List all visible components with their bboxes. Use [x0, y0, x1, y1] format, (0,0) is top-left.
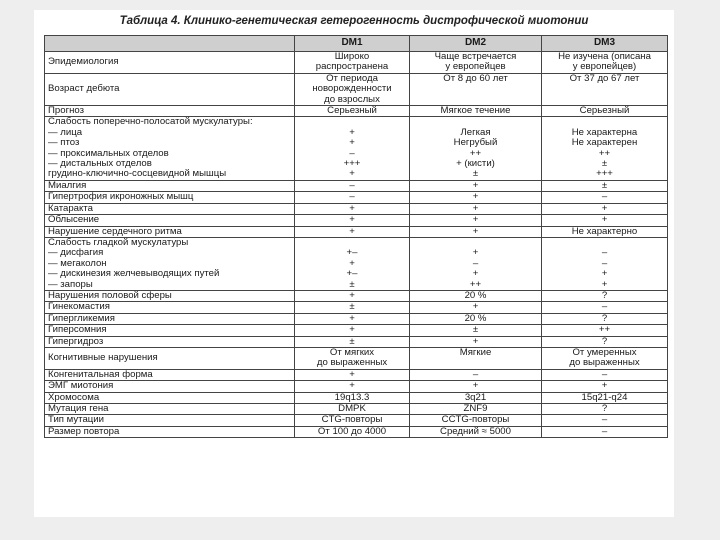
- cell-dm1: ±: [295, 280, 410, 291]
- cell-dm2: +: [410, 215, 542, 226]
- cell-dm2: CCTG-повторы: [410, 415, 542, 426]
- table-row: [45, 215, 668, 226]
- cell-dm2: +: [410, 302, 542, 313]
- table-row: [45, 290, 668, 301]
- row-label: Катаракта: [45, 203, 295, 214]
- cell-dm1: +: [295, 203, 410, 214]
- cell-dm2: +: [410, 248, 542, 258]
- cell-dm2: [410, 237, 542, 248]
- cell-dm1: От 100 до 4000: [295, 426, 410, 437]
- cell-dm2: ++: [410, 149, 542, 159]
- cell-dm3: [542, 237, 668, 248]
- document-page: [34, 10, 674, 517]
- cell-dm2: Негрубый: [410, 138, 542, 148]
- cell-dm2: Чаще встречается у европейцев: [410, 52, 542, 74]
- table-row: [45, 404, 668, 415]
- cell-dm3: ?: [542, 336, 668, 347]
- cell-dm1: –: [295, 192, 410, 203]
- cell-dm3: +++: [542, 169, 668, 180]
- row-label: Прогноз: [45, 106, 295, 117]
- row-label: грудино-ключично-сосцевидной мышцы: [45, 169, 295, 180]
- cell-dm3: ?: [542, 313, 668, 324]
- cell-dm2: +: [410, 381, 542, 392]
- cell-dm2: ZNF9: [410, 404, 542, 415]
- cell-dm3: –: [542, 302, 668, 313]
- cell-dm2: +: [410, 203, 542, 214]
- cell-dm1: –: [295, 149, 410, 159]
- cell-dm1: +: [295, 138, 410, 148]
- cell-dm1: ±: [295, 302, 410, 313]
- row-label: Гинекомастия: [45, 302, 295, 313]
- row-label: ЭМГ миотония: [45, 381, 295, 392]
- cell-dm3: ?: [542, 290, 668, 301]
- table-caption: Таблица 4. Клинико-генетическая гетерогенность дистрофической миотонии: [119, 15, 589, 27]
- cell-dm2: +: [410, 269, 542, 279]
- row-label: Гипертрофия икроножных мышц: [45, 192, 295, 203]
- row-label: Гипергликемия: [45, 313, 295, 324]
- cell-dm3: [542, 117, 668, 128]
- row-label: Мутация гена: [45, 404, 295, 415]
- row-label: Слабость гладкой мускулатуры: [45, 237, 295, 248]
- table-row: [45, 149, 668, 159]
- table-row: [45, 426, 668, 437]
- row-label: Эпидемиология: [45, 52, 295, 74]
- cell-dm2: ++: [410, 280, 542, 291]
- cell-dm2: +: [410, 180, 542, 191]
- cell-dm3: ++: [542, 149, 668, 159]
- cell-dm3: +: [542, 269, 668, 279]
- row-label: Возраст дебюта: [45, 73, 295, 105]
- cell-dm2: ±: [410, 325, 542, 336]
- cell-dm1: +: [295, 128, 410, 138]
- row-label: — птоз: [45, 138, 295, 148]
- row-label: — дисфагия: [45, 248, 295, 258]
- cell-dm1: +: [295, 226, 410, 237]
- cell-dm1: +: [295, 369, 410, 380]
- table-header-row: [45, 36, 668, 52]
- row-label: Когнитивные нарушения: [45, 347, 295, 369]
- table-row: [45, 313, 668, 324]
- cell-dm3: ++: [542, 325, 668, 336]
- cell-dm2: 3q21: [410, 392, 542, 403]
- cell-dm3: Не характерно: [542, 226, 668, 237]
- row-label: Слабость поперечно-полосатой мускулатуры:: [45, 117, 295, 128]
- table-row: [45, 138, 668, 148]
- cell-dm2: 20 %: [410, 290, 542, 301]
- cell-dm3: Не характерен: [542, 138, 668, 148]
- row-label: — лица: [45, 128, 295, 138]
- row-label: Нарушение сердечного ритма: [45, 226, 295, 237]
- cell-dm1: Широко распространена: [295, 52, 410, 74]
- cell-dm3: От умеренных до выраженных: [542, 347, 668, 369]
- cell-dm3: ?: [542, 404, 668, 415]
- cell-dm2: Средний ≈ 5000: [410, 426, 542, 437]
- cell-dm2: +: [410, 192, 542, 203]
- cell-dm3: –: [542, 369, 668, 380]
- cell-dm1: От периода новорожденности до взрослых: [295, 73, 410, 105]
- row-label: Гипергидроз: [45, 336, 295, 347]
- header-cell-feature: [45, 36, 295, 52]
- row-label: Гиперсомния: [45, 325, 295, 336]
- cell-dm3: –: [542, 426, 668, 437]
- cell-dm1: +: [295, 381, 410, 392]
- table-row: [45, 347, 668, 369]
- cell-dm1: CTG-повторы: [295, 415, 410, 426]
- cell-dm3: Не характерна: [542, 128, 668, 138]
- row-label: — мегаколон: [45, 259, 295, 269]
- heterogeneity-table: [44, 35, 668, 438]
- row-label: Нарушения половой сферы: [45, 290, 295, 301]
- cell-dm3: –: [542, 192, 668, 203]
- table-row: [45, 302, 668, 313]
- cell-dm1: +++: [295, 159, 410, 169]
- row-label: Тип мутации: [45, 415, 295, 426]
- row-label: Размер повтора: [45, 426, 295, 437]
- table-row: [45, 415, 668, 426]
- cell-dm1: [295, 237, 410, 248]
- row-label: — проксимальных отделов: [45, 149, 295, 159]
- cell-dm3: –: [542, 248, 668, 258]
- row-label: Конгенитальная форма: [45, 369, 295, 380]
- cell-dm3: –: [542, 415, 668, 426]
- cell-dm2: Легкая: [410, 128, 542, 138]
- cell-dm1: +: [295, 259, 410, 269]
- table-row: [45, 192, 668, 203]
- table-row: [45, 392, 668, 403]
- cell-dm3: 15q21-q24: [542, 392, 668, 403]
- table-row: [45, 248, 668, 258]
- table-row: [45, 203, 668, 214]
- table-row: [45, 336, 668, 347]
- row-label: Облысение: [45, 215, 295, 226]
- row-label: Миалгия: [45, 180, 295, 191]
- table-row: [45, 381, 668, 392]
- cell-dm2: Мягкое течение: [410, 106, 542, 117]
- cell-dm3: ±: [542, 180, 668, 191]
- cell-dm2: –: [410, 259, 542, 269]
- cell-dm1: [295, 117, 410, 128]
- header-cell-dm2: DM2: [410, 36, 542, 52]
- cell-dm1: DMPK: [295, 404, 410, 415]
- cell-dm2: [410, 117, 542, 128]
- cell-dm1: –: [295, 180, 410, 191]
- table-row: [45, 269, 668, 279]
- table-row: [45, 52, 668, 74]
- table-row: [45, 369, 668, 380]
- cell-dm2: + (кисти): [410, 159, 542, 169]
- table-row: [45, 117, 668, 128]
- cell-dm1: Серьезный: [295, 106, 410, 117]
- cell-dm3: +: [542, 215, 668, 226]
- row-label: — дистальных отделов: [45, 159, 295, 169]
- cell-dm1: +: [295, 290, 410, 301]
- cell-dm2: 20 %: [410, 313, 542, 324]
- table-row: [45, 73, 668, 105]
- cell-dm3: +: [542, 381, 668, 392]
- row-label: Хромосома: [45, 392, 295, 403]
- cell-dm3: +: [542, 280, 668, 291]
- cell-dm2: ±: [410, 169, 542, 180]
- cell-dm1: От мягких до выраженных: [295, 347, 410, 369]
- cell-dm1: +: [295, 215, 410, 226]
- cell-dm1: 19q13.3: [295, 392, 410, 403]
- header-cell-dm3: DM3: [542, 36, 668, 52]
- cell-dm3: От 37 до 67 лет: [542, 73, 668, 105]
- cell-dm2: –: [410, 369, 542, 380]
- cell-dm2: От 8 до 60 лет: [410, 73, 542, 105]
- table-row: [45, 169, 668, 180]
- cell-dm2: Мягкие: [410, 347, 542, 369]
- cell-dm1: +: [295, 169, 410, 180]
- cell-dm1: +–: [295, 269, 410, 279]
- cell-dm3: Серьезный: [542, 106, 668, 117]
- table-row: [45, 280, 668, 291]
- cell-dm2: +: [410, 336, 542, 347]
- cell-dm1: +: [295, 325, 410, 336]
- table-row: [45, 226, 668, 237]
- cell-dm3: ±: [542, 159, 668, 169]
- table-row: [45, 128, 668, 138]
- table-row: [45, 237, 668, 248]
- header-cell-dm1: DM1: [295, 36, 410, 52]
- cell-dm3: +: [542, 203, 668, 214]
- cell-dm2: +: [410, 226, 542, 237]
- cell-dm3: Не изучена (описана у европейцев): [542, 52, 668, 74]
- cell-dm1: +–: [295, 248, 410, 258]
- row-label: — запоры: [45, 280, 295, 291]
- table-row: [45, 325, 668, 336]
- cell-dm1: +: [295, 313, 410, 324]
- cell-dm3: –: [542, 259, 668, 269]
- table-row: [45, 180, 668, 191]
- cell-dm1: ±: [295, 336, 410, 347]
- table-row: [45, 159, 668, 169]
- table-row: [45, 259, 668, 269]
- table-row: [45, 106, 668, 117]
- row-label: — дискинезия желчевыводящих путей: [45, 269, 295, 279]
